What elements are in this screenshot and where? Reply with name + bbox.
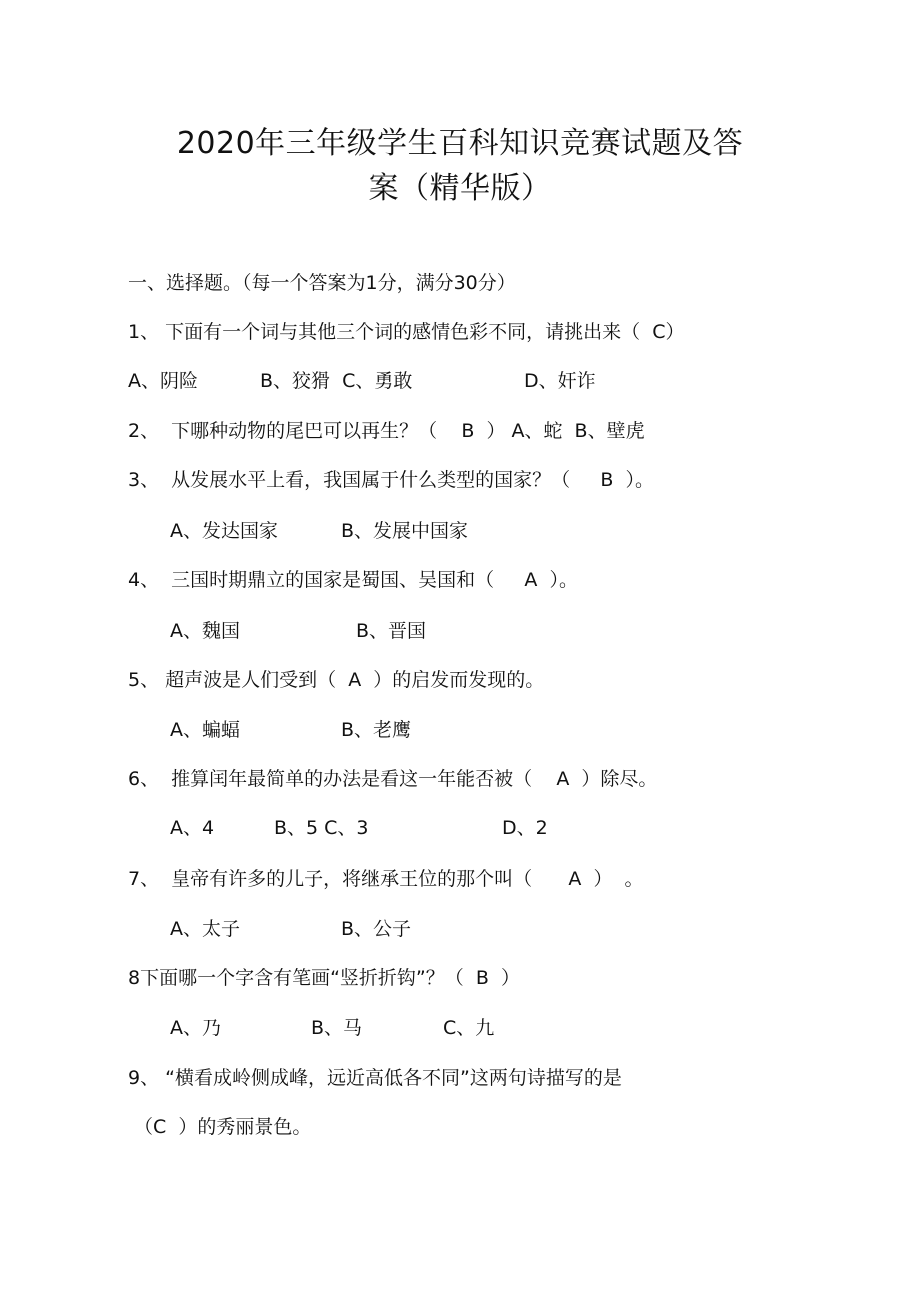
question-6-option-a: A、4: [170, 817, 215, 839]
question-1-option-a: A、阴险: [128, 370, 198, 392]
question-3: 3、 从发展水平上看，我国属于什么类型的国家？（ B ）。: [128, 469, 654, 491]
question-8: 8下面哪一个字含有笔画“竖折折钩”？（ B ）: [128, 967, 520, 989]
question-4: 4、 三国时期鼎立的国家是蜀国、吴国和（ A ）。: [128, 569, 578, 591]
question-1: 1、 下面有一个词与其他三个词的感情色彩不同，请挑出来（ C）: [128, 321, 685, 343]
question-2: 2、 下哪种动物的尾巴可以再生？（ B ） A、蛇 B、壁虎: [128, 420, 645, 442]
question-6-option-b-c: B、5 C、3: [274, 817, 369, 839]
question-7-option-b: B、公子: [341, 918, 412, 940]
question-7: 7、 皇帝有许多的儿子，将继承王位的那个叫（ A ） 。: [128, 868, 644, 890]
question-4-option-b: B、晋国: [356, 620, 427, 642]
question-8-option-c: C、九: [443, 1017, 495, 1039]
question-9: 9、 “横看成岭侧成峰，远近高低各不同”这两句诗描写的是: [128, 1067, 622, 1089]
question-9-continuation: （C ）的秀丽景色。: [134, 1116, 312, 1138]
document-title-line-2: 案（精华版）: [368, 171, 552, 206]
question-8-option-b: B、马: [311, 1017, 363, 1039]
question-3-option-a: A、发达国家: [170, 520, 278, 542]
question-1-option-d: D、奸诈: [524, 370, 596, 392]
section-heading: 一、选择题。（每一个答案为1分，满分30分）: [128, 272, 516, 294]
question-6: 6、 推算闰年最简单的办法是看这一年能否被（ A ）除尽。: [128, 768, 658, 790]
question-5-option-b: B、老鹰: [341, 719, 412, 741]
question-8-option-a: A、乃: [170, 1017, 221, 1039]
document-title-line-1: 2020年三年级学生百科知识竞赛试题及答: [176, 126, 744, 161]
question-7-option-a: A、太子: [170, 918, 240, 940]
question-3-option-b: B、发展中国家: [341, 520, 469, 542]
question-4-option-a: A、魏国: [170, 620, 240, 642]
question-1-option-b-c: B、狡猾 C、勇敢: [260, 370, 413, 392]
question-5: 5、 超声波是人们受到（ A ）的启发而发现的。: [128, 669, 545, 691]
question-6-option-d: D、2: [502, 817, 548, 839]
question-5-option-a: A、蝙蝠: [170, 719, 240, 741]
